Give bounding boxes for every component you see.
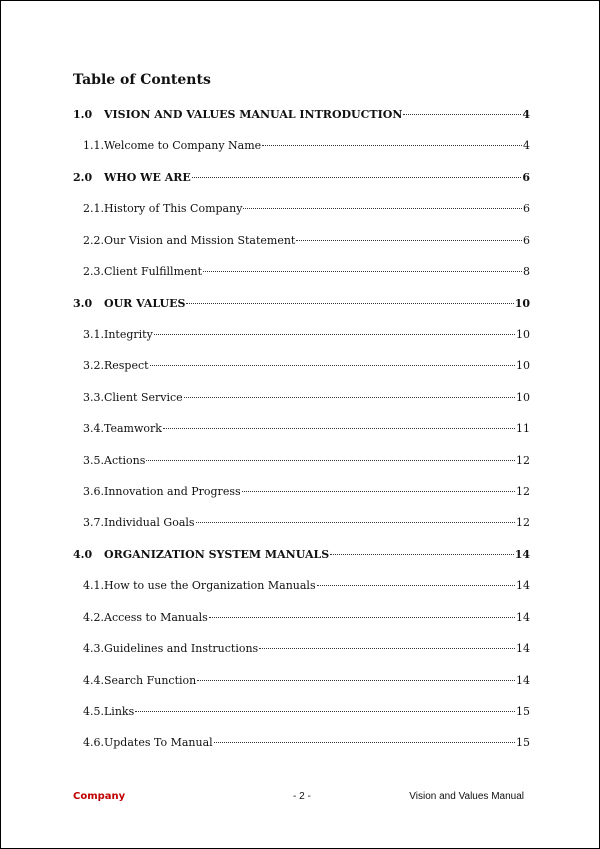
toc-dot-leader bbox=[259, 648, 515, 649]
toc-entry-label: Teamwork bbox=[104, 422, 162, 436]
toc-entry-number: 4.3. bbox=[83, 642, 104, 656]
toc-entry-number: 4.6. bbox=[83, 736, 104, 750]
toc-dot-leader bbox=[214, 742, 515, 743]
toc-entry-3-7[interactable] bbox=[73, 513, 530, 544]
toc-entry-label: Individual Goals bbox=[104, 516, 195, 530]
toc-entry-number: 1.0 bbox=[73, 108, 93, 121]
toc-dot-leader bbox=[197, 680, 515, 681]
toc-entry-page: 14 bbox=[514, 547, 530, 561]
toc-dot-leader bbox=[154, 334, 515, 335]
toc-entry-4-4[interactable] bbox=[73, 671, 530, 702]
toc-entry-number: 3.0 bbox=[73, 296, 93, 310]
toc-dot-leader bbox=[184, 397, 515, 398]
toc-entry-3-3[interactable] bbox=[73, 388, 530, 419]
toc-entry-page: 12 bbox=[516, 516, 530, 530]
toc-entry-label: Welcome to Company Name bbox=[104, 139, 262, 153]
toc-entry-number: 4.0 bbox=[73, 547, 93, 561]
toc-entry-label: VISION AND VALUES MANUAL INTRODUCTION bbox=[104, 108, 403, 121]
toc-entry-page: 4 bbox=[522, 108, 530, 121]
toc-dot-leader bbox=[330, 554, 514, 555]
footer-doc-title: Vision and Values Manual bbox=[409, 791, 524, 802]
toc-entry-3-6[interactable] bbox=[73, 482, 530, 513]
toc-entry-label: OUR VALUES bbox=[104, 296, 186, 310]
toc-entry-page: 15 bbox=[516, 736, 530, 750]
toc-entry-page: 14 bbox=[516, 579, 530, 593]
toc-entry-number: 2.0 bbox=[73, 170, 93, 184]
toc-entry-number: 2.2. bbox=[83, 233, 104, 247]
page-footer bbox=[73, 791, 524, 805]
toc-entry-number: 4.2. bbox=[83, 610, 104, 624]
toc-entry-3-1[interactable] bbox=[73, 325, 530, 356]
toc-entry-3-4[interactable] bbox=[73, 419, 530, 450]
toc-entry-number: 3.2. bbox=[83, 359, 104, 373]
toc-title: Table of Contents bbox=[73, 72, 211, 88]
toc-entry-4-0[interactable] bbox=[73, 545, 530, 576]
toc-entry-number: 1.1. bbox=[83, 139, 104, 153]
toc-entry-2-0[interactable] bbox=[73, 168, 530, 199]
toc-entry-2-1[interactable] bbox=[73, 199, 530, 230]
toc-entry-label: Our Vision and Mission Statement bbox=[104, 233, 296, 247]
toc-entry-page: 6 bbox=[523, 202, 530, 216]
toc-entry-page: 12 bbox=[516, 453, 530, 467]
toc-entry-4-1[interactable] bbox=[73, 576, 530, 607]
toc-entry-label: Client Service bbox=[104, 390, 183, 404]
toc-entry-label: Access to Manuals bbox=[104, 610, 208, 624]
toc-entry-number: 4.1. bbox=[83, 579, 104, 593]
toc-entry-label: History of This Company bbox=[104, 202, 243, 216]
toc-entry-2-3[interactable] bbox=[73, 262, 530, 293]
toc-entry-1-0[interactable] bbox=[73, 105, 530, 136]
toc-entry-label: WHO WE ARE bbox=[104, 170, 191, 184]
toc-entry-page: 11 bbox=[516, 422, 530, 436]
toc-entry-page: 12 bbox=[516, 485, 530, 499]
toc-entry-page: 4 bbox=[523, 139, 530, 153]
toc-entry-page: 14 bbox=[516, 610, 530, 624]
toc-entry-label: Links bbox=[104, 705, 135, 719]
toc-entry-label: Client Fulfillment bbox=[104, 265, 203, 279]
toc-entry-number: 4.4. bbox=[83, 673, 104, 687]
toc-entry-label: Actions bbox=[104, 453, 146, 467]
toc-entry-page: 10 bbox=[516, 327, 530, 341]
toc-dot-leader bbox=[296, 240, 522, 241]
toc-dot-leader bbox=[243, 208, 522, 209]
toc-entry-label: Search Function bbox=[104, 673, 197, 687]
toc-dot-leader bbox=[150, 365, 515, 366]
toc-entry-page: 10 bbox=[514, 296, 530, 310]
toc-entry-label: Innovation and Progress bbox=[104, 485, 241, 499]
toc-dot-leader bbox=[146, 460, 515, 461]
toc-entry-number: 3.3. bbox=[83, 390, 104, 404]
toc-entry-label: Updates To Manual bbox=[104, 736, 213, 750]
toc-entry-4-3[interactable] bbox=[73, 639, 530, 670]
toc-dot-leader bbox=[403, 114, 521, 115]
toc-dot-leader bbox=[163, 428, 515, 429]
toc-dot-leader bbox=[242, 491, 515, 492]
toc-entry-page: 10 bbox=[516, 390, 530, 404]
toc-entry-number: 3.5. bbox=[83, 453, 104, 467]
toc-entry-4-2[interactable] bbox=[73, 608, 530, 639]
toc-entry-label: Guidelines and Instructions bbox=[104, 642, 259, 656]
toc-dot-leader bbox=[186, 303, 513, 304]
toc-entry-page: 15 bbox=[516, 705, 530, 719]
toc-entry-3-2[interactable] bbox=[73, 356, 530, 387]
toc-dot-leader bbox=[196, 522, 515, 523]
toc-entry-page: 8 bbox=[523, 265, 530, 279]
toc-dot-leader bbox=[135, 711, 515, 712]
table-of-contents bbox=[73, 105, 530, 765]
toc-entry-3-5[interactable] bbox=[73, 451, 530, 482]
toc-dot-leader bbox=[262, 145, 522, 146]
toc-entry-page: 14 bbox=[516, 642, 530, 656]
toc-entry-page: 6 bbox=[522, 170, 530, 184]
toc-dot-leader bbox=[192, 177, 522, 178]
toc-entry-3-0[interactable] bbox=[73, 294, 530, 325]
toc-entry-label: Respect bbox=[104, 359, 149, 373]
toc-entry-number: 3.4. bbox=[83, 422, 104, 436]
toc-entry-page: 10 bbox=[516, 359, 530, 373]
toc-entry-number: 3.7. bbox=[83, 516, 104, 530]
toc-entry-number: 2.3. bbox=[83, 265, 104, 279]
toc-entry-number: 3.1. bbox=[83, 327, 104, 341]
toc-entry-number: 4.5. bbox=[83, 705, 104, 719]
toc-entry-page: 6 bbox=[523, 233, 530, 247]
toc-entry-label: Integrity bbox=[104, 327, 153, 341]
toc-entry-number: 3.6. bbox=[83, 485, 104, 499]
toc-entry-2-2[interactable] bbox=[73, 231, 530, 262]
footer-page-number: - 2 - bbox=[293, 791, 311, 802]
toc-dot-leader bbox=[209, 617, 515, 618]
toc-entry-label: How to use the Organization Manuals bbox=[104, 579, 316, 593]
toc-entry-number: 2.1. bbox=[83, 202, 104, 216]
toc-entry-label: ORGANIZATION SYSTEM MANUALS bbox=[104, 547, 330, 561]
footer-company: Company bbox=[73, 791, 126, 802]
toc-entry-1-1[interactable] bbox=[73, 136, 530, 167]
toc-entry-4-5[interactable] bbox=[73, 702, 530, 733]
toc-dot-leader bbox=[317, 585, 515, 586]
toc-entry-4-6[interactable] bbox=[73, 733, 530, 764]
toc-dot-leader bbox=[203, 271, 522, 272]
toc-entry-page: 14 bbox=[516, 673, 530, 687]
